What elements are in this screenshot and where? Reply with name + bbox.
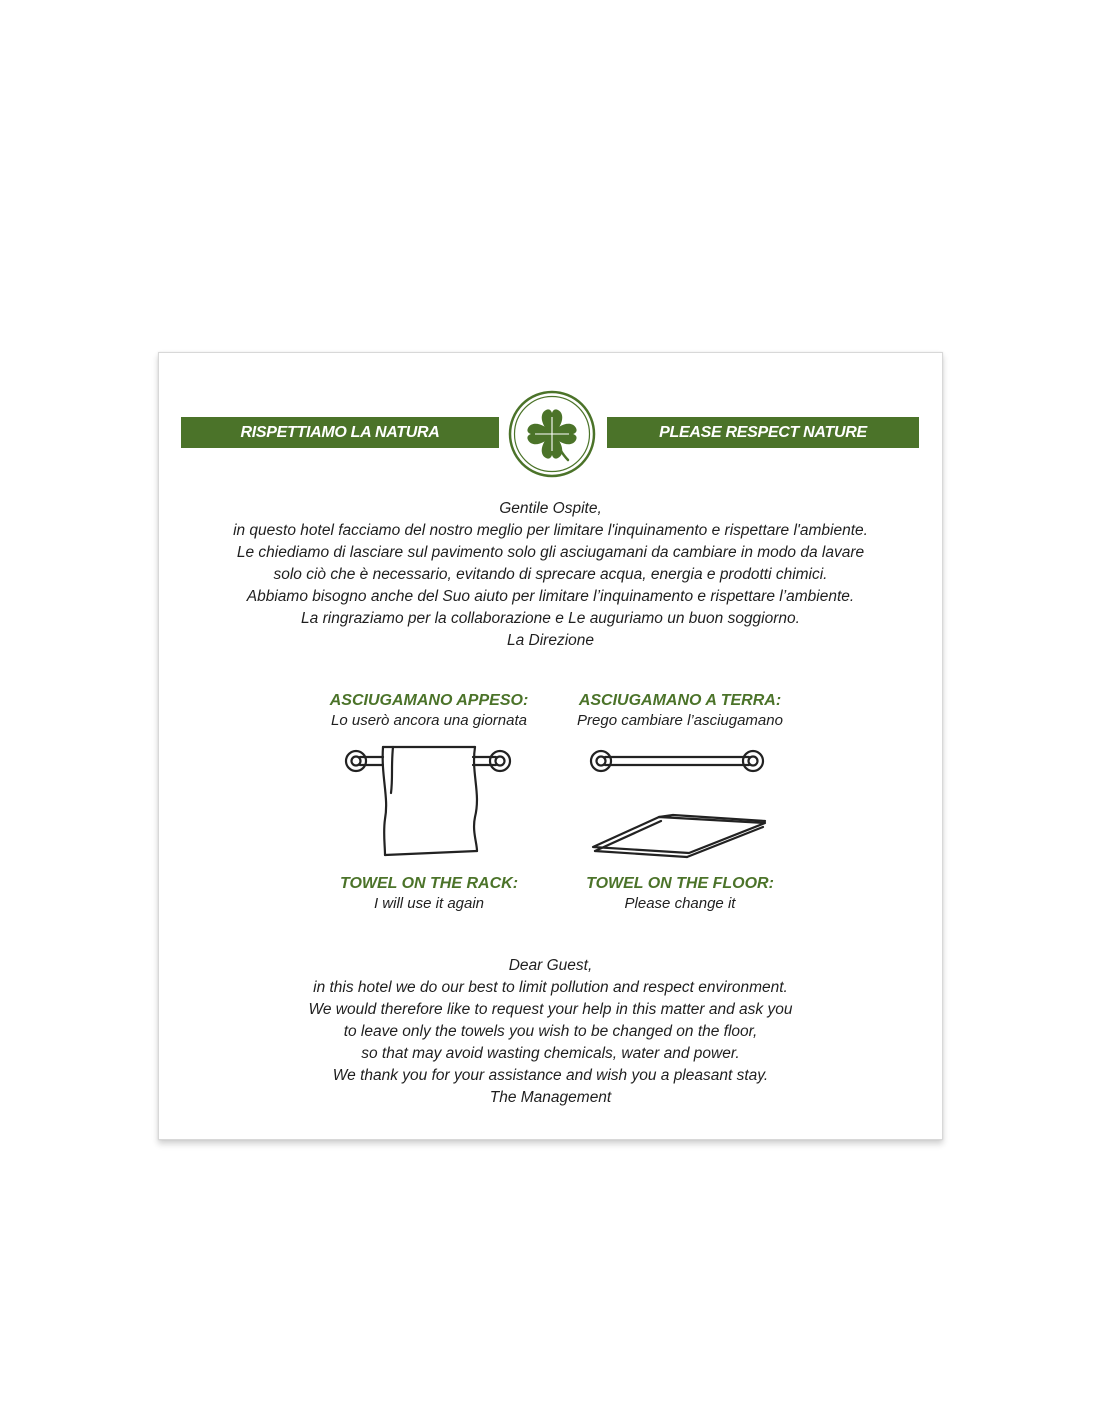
english-signature: The Management [489,1089,612,1106]
rack-label-italian [309,691,549,730]
italian-line: solo ciò che è necessario, evitando di sprecare acqua, energia e prodotti chimici. [273,566,828,583]
four-leaf-clover-icon [508,390,596,478]
towel-on-floor-icon [587,737,771,863]
english-greeting: Dear Guest, [508,957,593,974]
italian-line: Abbiamo bisogno anche del Suo aiuto per limitare l’inquinamento e rispettare l’ambiente. [246,588,855,605]
italian-message [159,498,942,652]
english-line: to leave only the towels you wish to be changed on the floor, [343,1023,758,1040]
rack-label-english [309,874,549,913]
rack-subtitle-italian: Lo userò ancora una giornata [331,712,527,729]
floor-title-english: TOWEL ON THE FLOOR: [586,875,774,892]
floor-title-italian: ASCIUGAMANO A TERRA: [578,692,782,709]
italian-line: Le chiediamo di lasciare sul pavimento solo gli asciugamani da cambiare in modo da lavare [236,544,865,561]
italian-line: La ringraziamo per la collaborazione e Le auguriamo un buon soggiorno. [301,610,800,627]
english-line: We would therefore like to request your help in this matter and ask you [308,1001,793,1018]
banner-italian: RISPETTIAMO LA NATURA [181,417,499,448]
floor-label-italian [553,691,807,730]
floor-label-english [553,874,807,913]
floor-subtitle-italian: Prego cambiare l’asciugamano [577,712,783,729]
english-line: in this hotel we do our best to limit pollution and respect environment. [313,979,788,996]
towel-on-rack-icon [343,737,513,859]
english-message [159,955,942,1109]
rack-title-italian: ASCIUGAMANO APPESO: [329,692,529,709]
rack-subtitle-english: I will use it again [373,895,485,912]
floor-subtitle-english: Please change it [624,895,736,912]
english-line: We thank you for your assistance and wish you a pleasant stay. [332,1067,769,1084]
english-line: so that may avoid wasting chemicals, water and power. [361,1045,740,1062]
rack-title-english: TOWEL ON THE RACK: [339,875,519,892]
italian-signature: La Direzione [506,632,595,649]
eco-towel-card [158,352,943,1140]
banner-english: PLEASE RESPECT NATURE [607,417,919,448]
italian-line: in questo hotel facciamo del nostro meglio per limitare l'inquinamento e rispettare l'ambiente. [233,522,868,539]
italian-greeting: Gentile Ospite, [499,500,602,517]
